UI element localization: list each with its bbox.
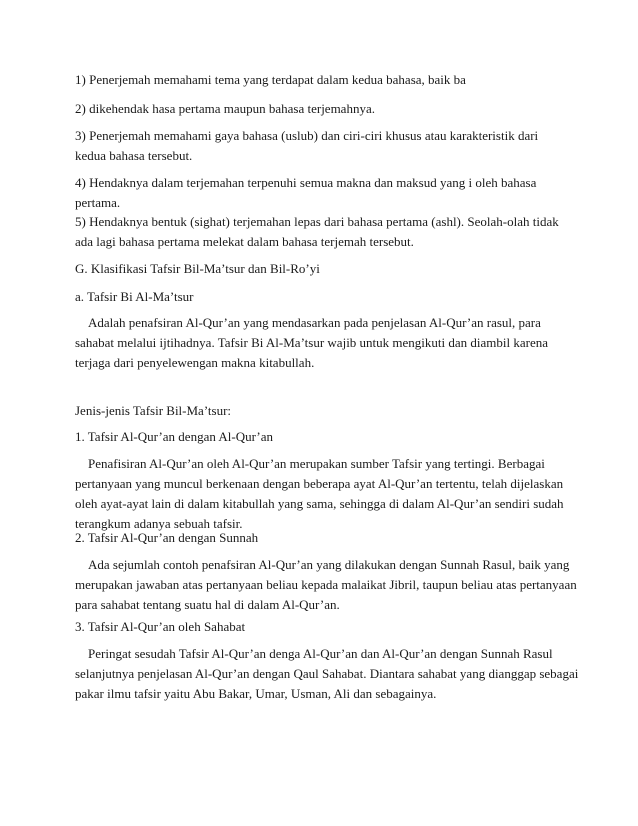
jenis-number: 3. bbox=[75, 619, 85, 634]
point-text-cont: pertama. bbox=[75, 195, 121, 210]
section-title: Klasifikasi Tafsir Bil-Ma’tsur dan Bil-Ro’yi bbox=[90, 261, 320, 276]
jenis-2-heading bbox=[75, 528, 565, 548]
section-heading-g bbox=[75, 259, 565, 279]
jenis-1-paragraph bbox=[75, 454, 565, 534]
jenis-title: Tafsir Al-Qur’an oleh Sahabat bbox=[87, 619, 246, 634]
point-3 bbox=[75, 126, 565, 166]
paragraph-line: Ada sejumlah contoh penafsiran Al-Qur’an yang dilakukan dengan Sunnah Rasul, baik yang bbox=[88, 557, 570, 572]
paragraph-line: oleh ayat-ayat lain di dalam kitabullah yang sama, sehingga di dalam Al-Qur’an sendiri sudah bbox=[75, 496, 564, 511]
point-2 bbox=[75, 99, 565, 119]
point-number: 4) bbox=[75, 175, 86, 190]
point-4 bbox=[75, 173, 565, 213]
jenis-3-paragraph bbox=[75, 644, 579, 704]
paragraph-line: sahabat melalui ijtihadnya. Tafsir Bi Al-Ma’tsur wajib untuk mengikuti dan diambil karena bbox=[75, 335, 549, 350]
point-number: 5) bbox=[75, 214, 86, 229]
paragraph-line: pertanyaan yang muncul berkenaan dengan beberapa ayat Al-Qur’an tertentu, telah dijelaskan bbox=[75, 476, 564, 491]
point-number: 3) bbox=[75, 128, 86, 143]
paragraph-line: para sahabat tentang suatu hal di dalam Al-Qur’an. bbox=[75, 597, 340, 612]
jenis-number: 2. bbox=[75, 530, 85, 545]
point-text: Penerjemah memahami tema yang terdapat dalam kedua bahasa, baik ba bbox=[89, 72, 466, 87]
jenis-1-heading bbox=[75, 427, 565, 447]
jenis-heading bbox=[75, 401, 565, 421]
point-number: 1) bbox=[75, 72, 86, 87]
paragraph-line: Penafisiran Al-Qur’an oleh Al-Qur’an merupakan sumber Tafsir yang tertingi. Berbagai bbox=[88, 456, 545, 471]
point-1 bbox=[75, 70, 565, 90]
jenis-heading-text: Jenis-jenis Tafsir Bil-Ma’tsur: bbox=[75, 403, 232, 418]
subheading-number: a. bbox=[75, 289, 85, 304]
paragraph-line: Peringat sesudah Tafsir Al-Qur’an denga Al-Qur’an dan Al-Qur’an dengan Sunnah Rasul bbox=[88, 646, 553, 661]
point-text-cont: ada lagi bahasa pertama melekat dalam bahasa terjemah tersebut. bbox=[75, 234, 414, 249]
paragraph-line: Adalah penafsiran Al-Qur’an yang mendasarkan pada penjelasan Al-Qur’an rasul, para bbox=[88, 315, 541, 330]
point-text: Hendaknya dalam terjemahan terpenuhi semua makna dan maksud yang i oleh bahasa bbox=[89, 175, 537, 190]
paragraph-tafsir-bi-al-matsur bbox=[75, 313, 565, 373]
paragraph-line: merupakan jawaban atas pertanyaan beliau kepada malaikat Jibril, taupun beliau atas pertanyaan bbox=[75, 577, 577, 592]
jenis-title: Tafsir Al-Qur’an dengan Al-Qur’an bbox=[87, 429, 274, 444]
subheading-title: Tafsir Bi Al-Ma’tsur bbox=[87, 289, 194, 304]
jenis-2-paragraph bbox=[75, 555, 577, 615]
paragraph-line: pakar ilmu tafsir yaitu Abu Bakar, Umar, Usman, Ali dan sebagainya. bbox=[75, 686, 437, 701]
jenis-3-heading bbox=[75, 617, 565, 637]
jenis-number: 1. bbox=[75, 429, 85, 444]
paragraph-line: terjaga dari penyelewengan makna kitabullah. bbox=[75, 355, 315, 370]
point-text: Penerjemah memahami gaya bahasa (uslub) dan ciri-ciri khusus atau karakteristik dari bbox=[89, 128, 539, 143]
subheading-a bbox=[75, 287, 565, 307]
point-text-cont: kedua bahasa tersebut. bbox=[75, 148, 193, 163]
paragraph-line: selanjutnya penjelasan Al-Qur’an dengan Qaul Sahabat. Diantara sahabat yang dianggap sebagai bbox=[75, 666, 579, 681]
point-number: 2) bbox=[75, 101, 86, 116]
point-5 bbox=[75, 212, 565, 252]
point-text: Hendaknya bentuk (sighat) terjemahan lepas dari bahasa pertama (ashl). Seolah-olah tidak bbox=[89, 214, 559, 229]
section-number: G. bbox=[75, 261, 88, 276]
paragraph-line: terangkum adanya sebuah tafsir. bbox=[75, 516, 243, 531]
jenis-title: Tafsir Al-Qur’an dengan Sunnah bbox=[87, 530, 259, 545]
point-text: dikehendak hasa pertama maupun bahasa terjemahnya. bbox=[89, 101, 375, 116]
